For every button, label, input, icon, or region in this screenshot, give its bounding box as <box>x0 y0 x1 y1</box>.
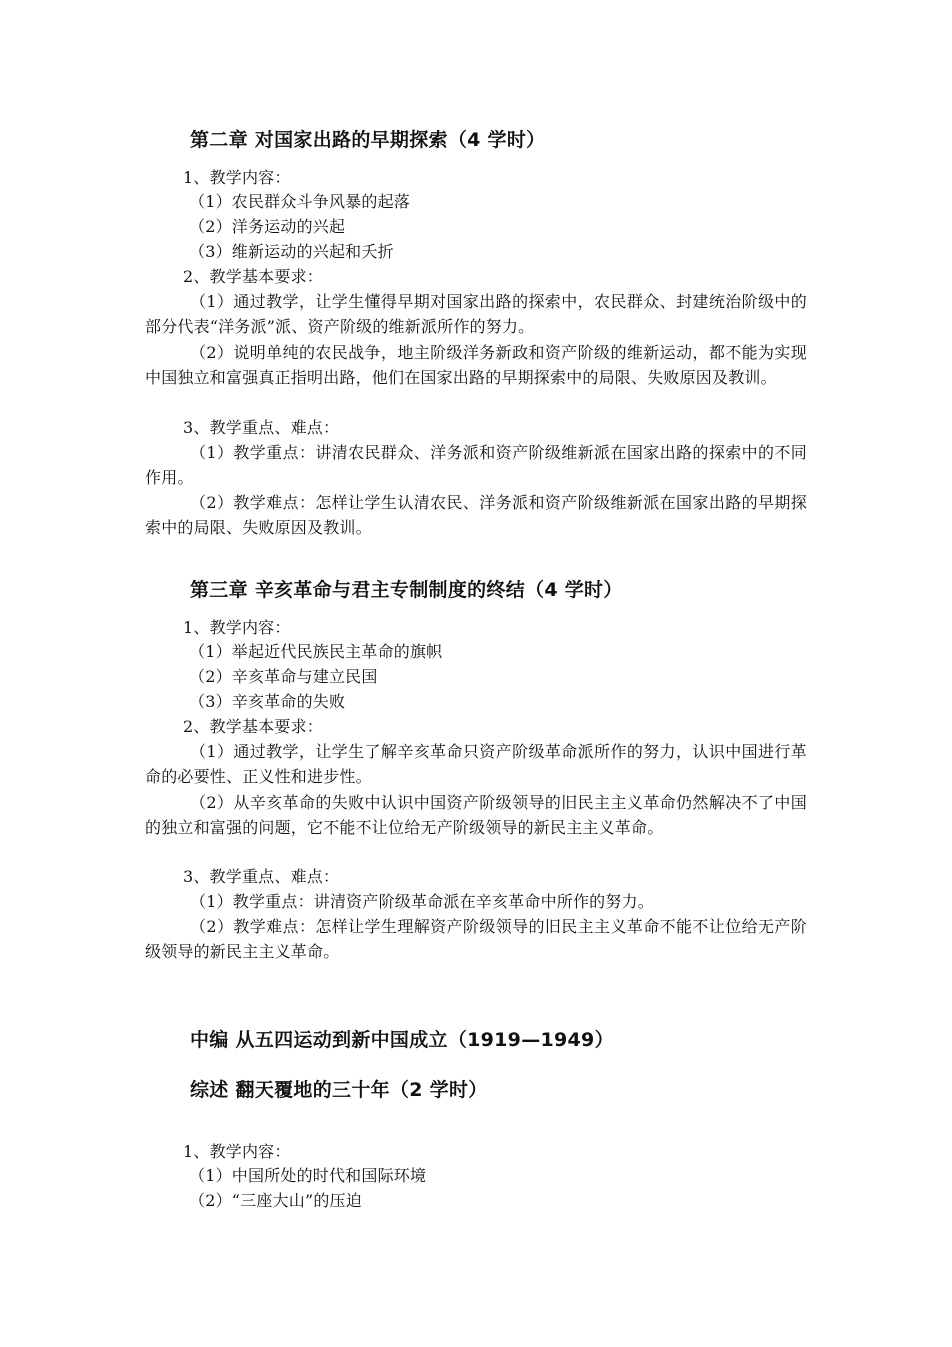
chapter3-content-item-3: （3）辛亥革命的失败 <box>189 692 346 711</box>
chapter3-keypoint-1: （1）教学重点：讲清资产阶级革命派在辛亥革命中所作的努力。 <box>190 892 654 911</box>
overview-content-item-2: （2）“三座大山”的压迫 <box>189 1191 362 1210</box>
chapter3-requirements-label: 2、教学基本要求： <box>183 717 323 736</box>
middle-part-title: 中编 从五四运动到新中国成立（1919—1949） <box>190 1029 614 1051</box>
chapter2-content-item-2: （2）洋务运动的兴起 <box>189 217 346 236</box>
overview-content-label: 1、教学内容： <box>183 1142 291 1161</box>
chapter2-keypoint-2: （2）教学难点：怎样让学生认清农民、洋务派和资产阶级维新派在国家出路的早期探索中的局限、失败原因及教训。 <box>145 493 807 537</box>
chapter3-content-item-2: （2）辛亥革命与建立民国 <box>189 667 378 686</box>
chapter2-title: 第二章 对国家出路的早期探索（4 学时） <box>190 129 546 151</box>
chapter3-content-label: 1、教学内容： <box>183 618 291 637</box>
chapter2-keypoint-1: （1）教学重点：讲清农民群众、洋务派和资产阶级维新派在国家出路的探索中的不同作用。 <box>145 443 807 487</box>
chapter3-keypoints-label: 3、教学重点、难点： <box>183 867 340 886</box>
chapter2-content-item-1: （1）农民群众斗争风暴的起落 <box>189 192 410 211</box>
overview-content-item-1: （1）中国所处的时代和国际环境 <box>189 1166 427 1185</box>
chapter3-requirement-1: （1）通过教学，让学生了解辛亥革命只资产阶级革命派所作的努力，认识中国进行革命的必要性、正义性和进步性。 <box>145 742 807 786</box>
chapter2-requirement-1: （1）通过教学，让学生懂得早期对国家出路的探索中，农民群众、封建统治阶级中的部分代表“洋务派”派、资产阶级的维新派所作的努力。 <box>145 292 807 336</box>
chapter3-keypoint-2: （2）教学难点：怎样让学生理解资产阶级领导的旧民主主义革命不能不让位给无产阶级领导的新民主主义革命。 <box>145 917 807 961</box>
overview-title: 综述 翻天覆地的三十年（2 学时） <box>190 1079 488 1101</box>
chapter2-content-item-3: （3）维新运动的兴起和夭折 <box>189 242 394 261</box>
chapter2-requirement-2: （2）说明单纯的农民战争，地主阶级洋务新政和资产阶级的维新运动，都不能为实现中国独立和富强真正指明出路，他们在国家出路的早期探索中的局限、失败原因及教训。 <box>145 343 807 387</box>
chapter2-requirements-label: 2、教学基本要求： <box>183 267 323 286</box>
chapter2-content-label: 1、教学内容： <box>183 168 291 187</box>
chapter3-content-item-1: （1）举起近代民族民主革命的旗帜 <box>189 642 443 661</box>
chapter3-title: 第三章 辛亥革命与君主专制制度的终结（4 学时） <box>190 579 623 601</box>
chapter3-requirement-2: （2）从辛亥革命的失败中认识中国资产阶级领导的旧民主主义革命仍然解决不了中国的独立和富强的问题，它不能不让位给无产阶级领导的新民主主义革命。 <box>145 793 807 837</box>
chapter2-keypoints-label: 3、教学重点、难点： <box>183 418 340 437</box>
